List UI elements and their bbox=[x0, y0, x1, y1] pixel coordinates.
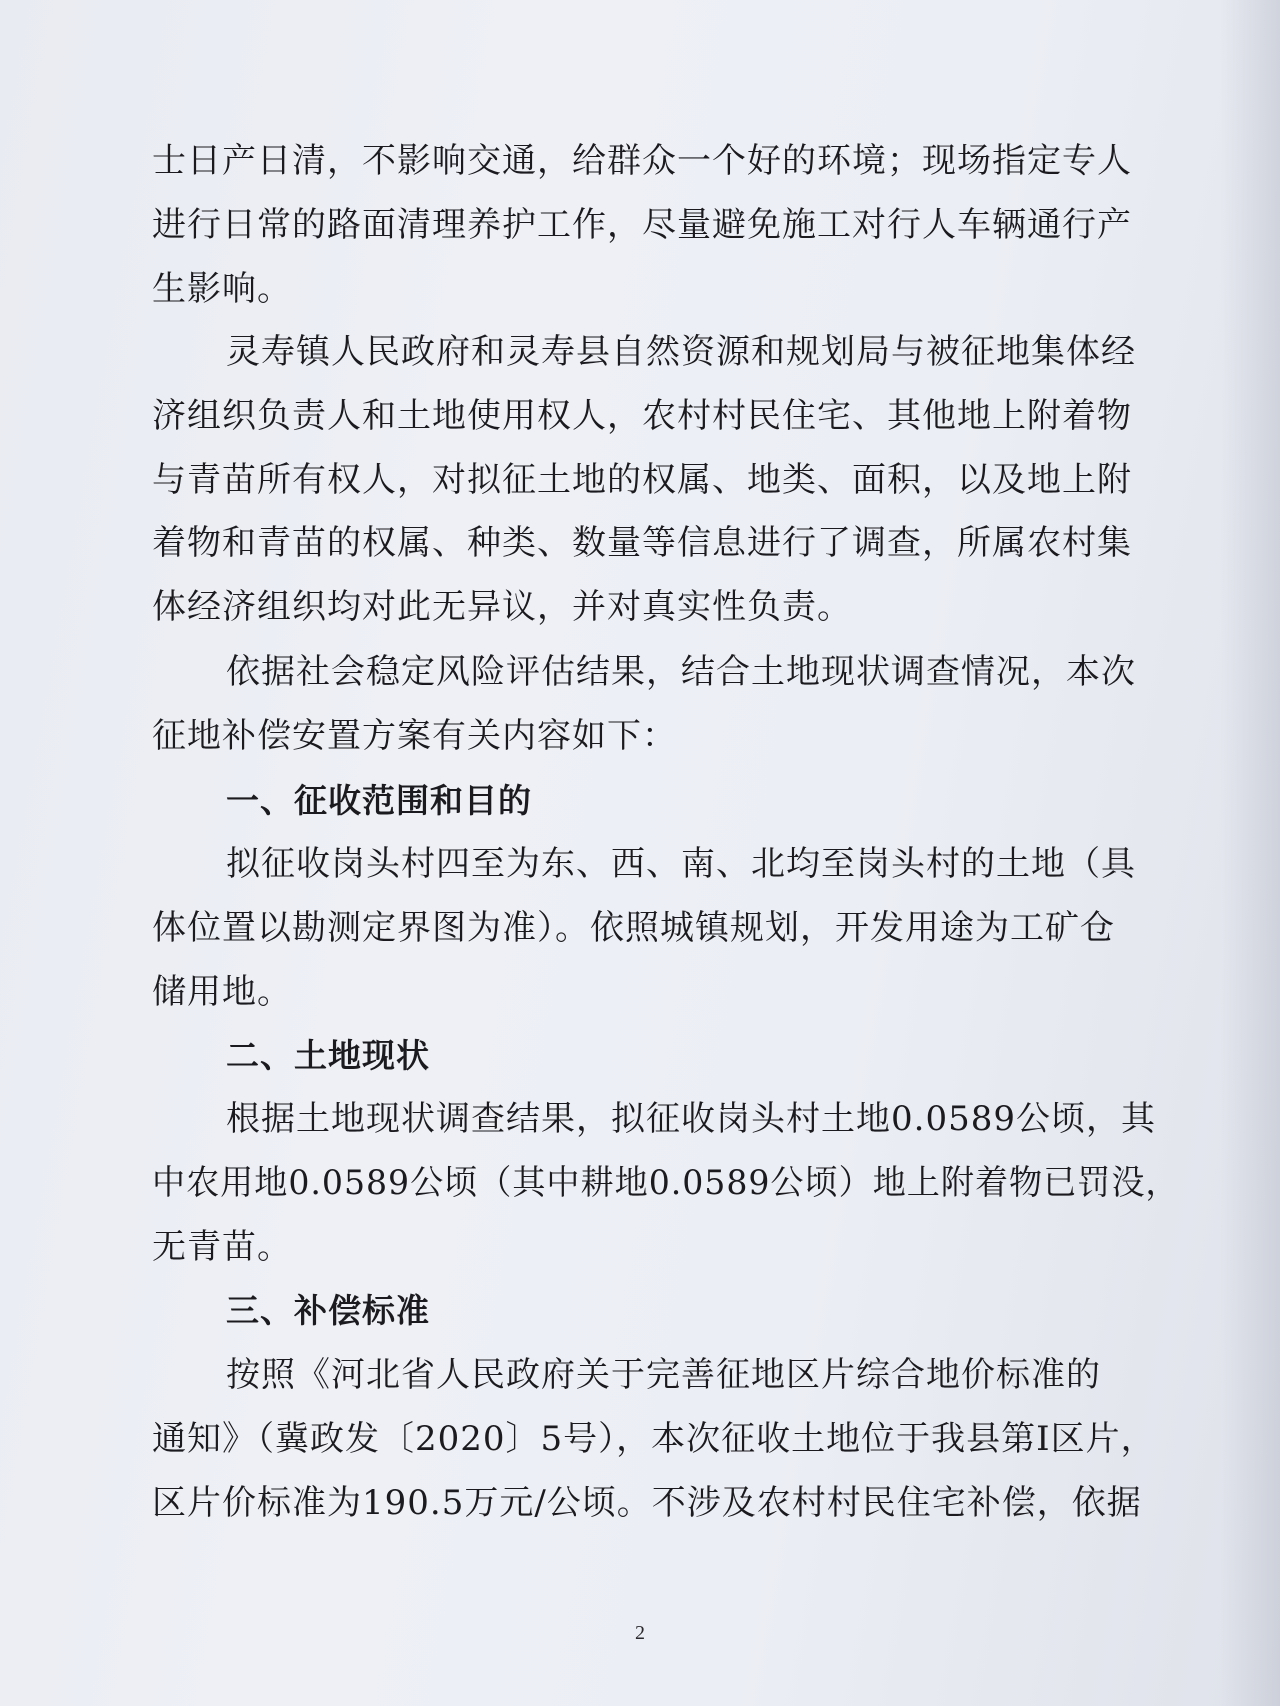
paragraph-line: 济组织负责人和土地使用权人，农村村民住宅、其他地上附着物 bbox=[152, 396, 1132, 436]
paragraph-line: 区片价标准为190.5万元/公顷。不涉及农村村民住宅补偿，依据 bbox=[152, 1483, 1142, 1523]
paragraph-line: 生影响。 bbox=[152, 269, 292, 309]
paragraph-line: 通知》（冀政发〔2020〕5号），本次征收土地位于我县第Ⅰ区片， bbox=[152, 1419, 1156, 1459]
paragraph-line: 依据社会稳定风险评估结果，结合土地现状调查情况，本次 bbox=[226, 652, 1136, 692]
paragraph-line: 征地补偿安置方案有关内容如下： bbox=[152, 716, 677, 756]
paragraph-line: 体位置以勘测定界图为准）。依照城镇规划，开发用途为工矿仓 bbox=[152, 908, 1115, 948]
paragraph-line: 中农用地0.0589公顷（其中耕地0.0589公顷）地上附着物已罚没， bbox=[152, 1163, 1180, 1203]
paragraph-line: 根据土地现状调查结果，拟征收岗头村土地0.0589公顷，其 bbox=[226, 1099, 1156, 1139]
paragraph-line: 体经济组织均对此无异议，并对真实性负责。 bbox=[152, 587, 852, 627]
paragraph-line: 进行日常的路面清理养护工作，尽量避免施工对行人车辆通行产 bbox=[152, 205, 1132, 245]
section-heading-2: 二、土地现状 bbox=[226, 1036, 430, 1075]
page-edge-shadow bbox=[1220, 0, 1280, 1706]
paragraph-line: 灵寿镇人民政府和灵寿县自然资源和规划局与被征地集体经 bbox=[226, 332, 1136, 372]
section-heading-1: 一、征收范围和目的 bbox=[226, 781, 532, 820]
paragraph-line: 按照《河北省人民政府关于完善征地区片综合地价标准的 bbox=[226, 1355, 1101, 1395]
section-heading-3: 三、补偿标准 bbox=[226, 1291, 430, 1330]
paragraph-line: 与青苗所有权人，对拟征土地的权属、地类、面积，以及地上附 bbox=[152, 460, 1132, 500]
paragraph-line: 着物和青苗的权属、种类、数量等信息进行了调查，所属农村集 bbox=[152, 523, 1132, 563]
paragraph-line: 储用地。 bbox=[152, 972, 292, 1012]
paragraph-line: 士日产日清，不影响交通，给群众一个好的环境；现场指定专人 bbox=[152, 141, 1132, 181]
paragraph-line: 拟征收岗头村四至为东、西、南、北均至岗头村的土地（具 bbox=[226, 844, 1136, 884]
paragraph-line: 无青苗。 bbox=[152, 1227, 292, 1267]
page-number: 2 bbox=[635, 1622, 645, 1644]
